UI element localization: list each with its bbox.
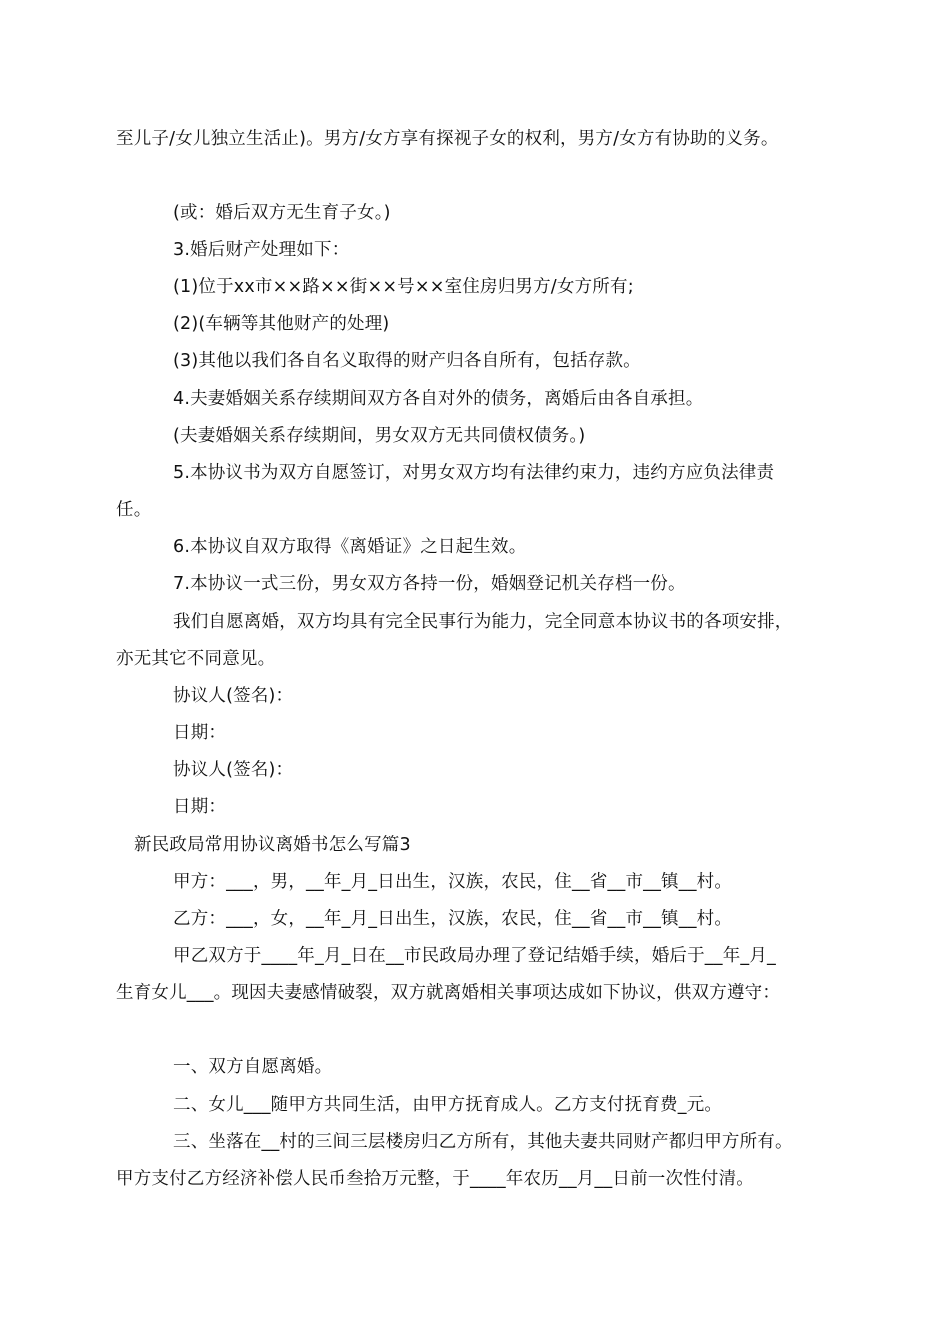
paragraph-line: (1)位于xx市××路××街××号××室住房归男方/女方所有; — [173, 277, 634, 297]
paragraph-line: (2)(车辆等其他财产的处理) — [173, 314, 390, 334]
paragraph-line: 二、女儿___随甲方共同生活，由甲方抚育成人。乙方支付抚育费_元。 — [173, 1095, 723, 1115]
paragraph-line: 3.婚后财产处理如下： — [173, 240, 350, 260]
paragraph-line: 甲方：___，男，__年_月_日出生，汉族，农民，住__省__市__镇__村。 — [173, 872, 733, 892]
paragraph-line: 甲方支付乙方经济补偿人民币叁拾万元整，于____年农历__月__日前一次性付清。 — [116, 1169, 754, 1189]
paragraph-line: (夫妻婚姻关系存续期间，男女双方无共同债权债务。) — [173, 426, 586, 446]
signature-label: 协议人(签名)： — [173, 760, 294, 780]
paragraph-line: 6.本协议自双方取得《离婚证》之日起生效。 — [173, 537, 527, 557]
section-heading: 新民政局常用协议离婚书怎么写篇3 — [134, 835, 411, 855]
date-label: 日期： — [173, 797, 227, 817]
paragraph-line: 甲乙双方于____年_月_日在__市民政局办理了登记结婚手续，婚后于__年_月_ — [173, 946, 776, 966]
paragraph-line: 我们自愿离婚，双方均具有完全民事行为能力，完全同意本协议书的各项安排， — [173, 612, 793, 632]
paragraph-line: 乙方：___，女，__年_月_日出生，汉族，农民，住__省__市__镇__村。 — [173, 909, 733, 929]
paragraph-line: 4.夫妻婚姻关系存续期间双方各自对外的债务，离婚后由各自承担。 — [173, 389, 704, 409]
paragraph-line: 生育女儿___。现因夫妻感情破裂，双方就离婚相关事项达成如下协议，供双方遵守： — [116, 983, 781, 1003]
paragraph-line: 7.本协议一式三份，男女双方各持一份，婚姻登记机关存档一份。 — [173, 574, 686, 594]
paragraph-line: (或：婚后双方无生育子女。) — [173, 203, 391, 223]
paragraph-line: 至儿子/女儿独立生活止)。男方/女方享有探视子女的权利，男方/女方有协助的义务。 — [116, 129, 779, 149]
paragraph-line: (3)其他以我们各自名义取得的财产归各自所有，包括存款。 — [173, 351, 641, 371]
signature-label: 协议人(签名)： — [173, 686, 294, 706]
date-label: 日期： — [173, 723, 227, 743]
paragraph-line: 5.本协议书为双方自愿签订，对男女双方均有法律约束力，违约方应负法律责 — [173, 463, 775, 483]
paragraph-line: 一、双方自愿离婚。 — [173, 1057, 333, 1077]
paragraph-line: 任。 — [116, 500, 152, 520]
paragraph-line: 亦无其它不同意见。 — [116, 649, 276, 669]
paragraph-line: 三、坐落在__村的三间三层楼房归乙方所有，其他夫妻共同财产都归甲方所有。 — [173, 1132, 793, 1152]
